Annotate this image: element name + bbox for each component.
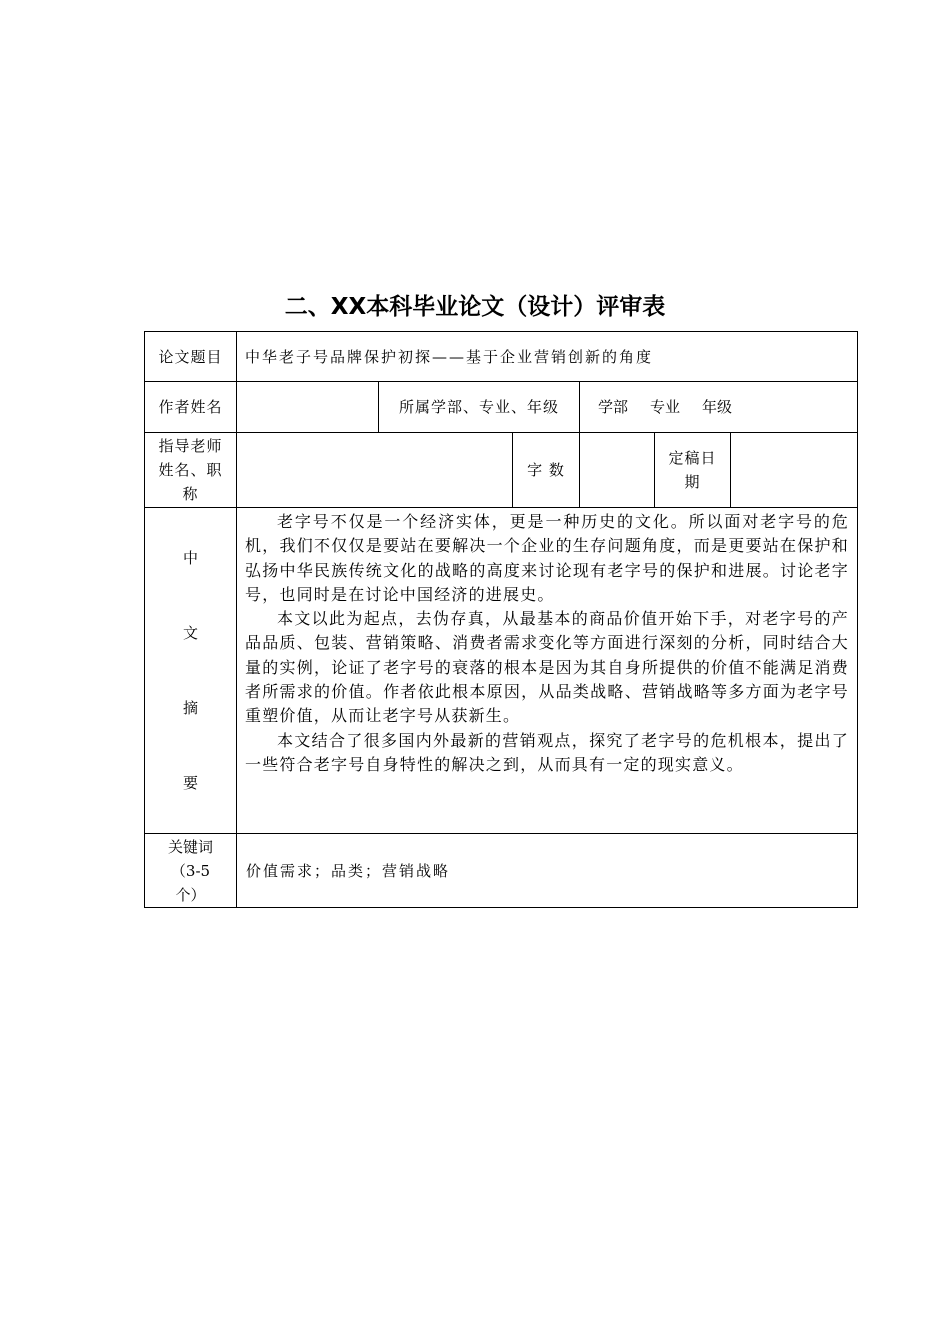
keywords-row	[145, 834, 858, 908]
keywords-label-line3: 个）	[175, 885, 206, 904]
abstract-label-char-2: 文	[182, 623, 198, 642]
thesis-title-row	[145, 332, 858, 382]
abstract-paragraph-2: 本文以此为起点，去伪存真，从最基本的商品价值开始下手，对老字号的产品品质、包装、营销策略、消费者需求变化等方面进行深刻的分析，同时结合大量的实例，论证了老字号的衰落的根本是因为其自身所提供的价值不能满足消费者所需求的价值。作者依此根本原因，从品类战略、营销战略等多方面为老字号重塑价值，从而让老字号从获新生。	[245, 609, 850, 726]
abstract-label-char-3: 摘	[182, 698, 198, 717]
advisor-row	[145, 433, 858, 508]
advisor-field[interactable]	[237, 433, 513, 508]
author-row	[145, 382, 858, 433]
abstract-paragraph-3: 本文结合了很多国内外最新的营销观点，探究了老字号的危机根本，提出了一些符合老字号自身特性的解决之到，从而具有一定的现实意义。	[245, 730, 850, 774]
review-form-table	[144, 331, 858, 908]
department-field[interactable]	[580, 382, 858, 433]
abstract-paragraph-1: 老字号不仅是一个经济实体，更是一种历史的文化。所以面对老字号的危机，我们不仅仅是要站在要解决一个企业的生存问题角度，而是更要站在保护和弘扬中华民族传统文化的战略的高度来讨论现有老字号的保护和进展。讨论老字号，也同时是在讨论中国经济的进展史。	[245, 512, 850, 604]
keywords-label-line2: （3-5	[170, 861, 211, 880]
abstract-label	[145, 508, 237, 834]
thesis-title-label: 论文题目	[145, 332, 237, 382]
department-label: 所属学部、专业、年级	[379, 382, 580, 433]
major-text: 专业	[650, 398, 681, 416]
word-count-field[interactable]	[580, 433, 655, 508]
abstract-label-char-1: 中	[182, 548, 198, 567]
keywords-label	[145, 834, 237, 908]
thesis-title-value[interactable]: 中华老子号品牌保护初探——基于企业营销创新的角度	[237, 332, 858, 382]
final-date-label	[655, 433, 731, 508]
author-name-label: 作者姓名	[145, 382, 237, 433]
abstract-label-char-4: 要	[182, 773, 198, 792]
advisor-label-line1: 指导老师	[158, 437, 223, 455]
page-title: 二、XX本科毕业论文（设计）评审表	[284, 294, 666, 320]
keywords-label-line1: 关键词	[167, 837, 213, 856]
word-count-label: 字 数	[513, 433, 580, 508]
faculty-text: 学部	[598, 398, 629, 416]
abstract-row	[145, 508, 858, 834]
author-name-field[interactable]	[237, 382, 379, 433]
abstract-body[interactable]	[237, 508, 858, 834]
final-date-field[interactable]	[731, 433, 858, 508]
advisor-label-line3: 称	[182, 485, 199, 503]
final-date-label-line1: 定稿日	[668, 449, 717, 467]
final-date-label-line2: 期	[684, 473, 701, 491]
grade-text: 年级	[702, 398, 733, 416]
advisor-label-line2: 姓名、职	[158, 461, 223, 479]
advisor-label	[145, 433, 237, 508]
keywords-value[interactable]: 价值需求；品类；营销战略	[237, 834, 858, 908]
